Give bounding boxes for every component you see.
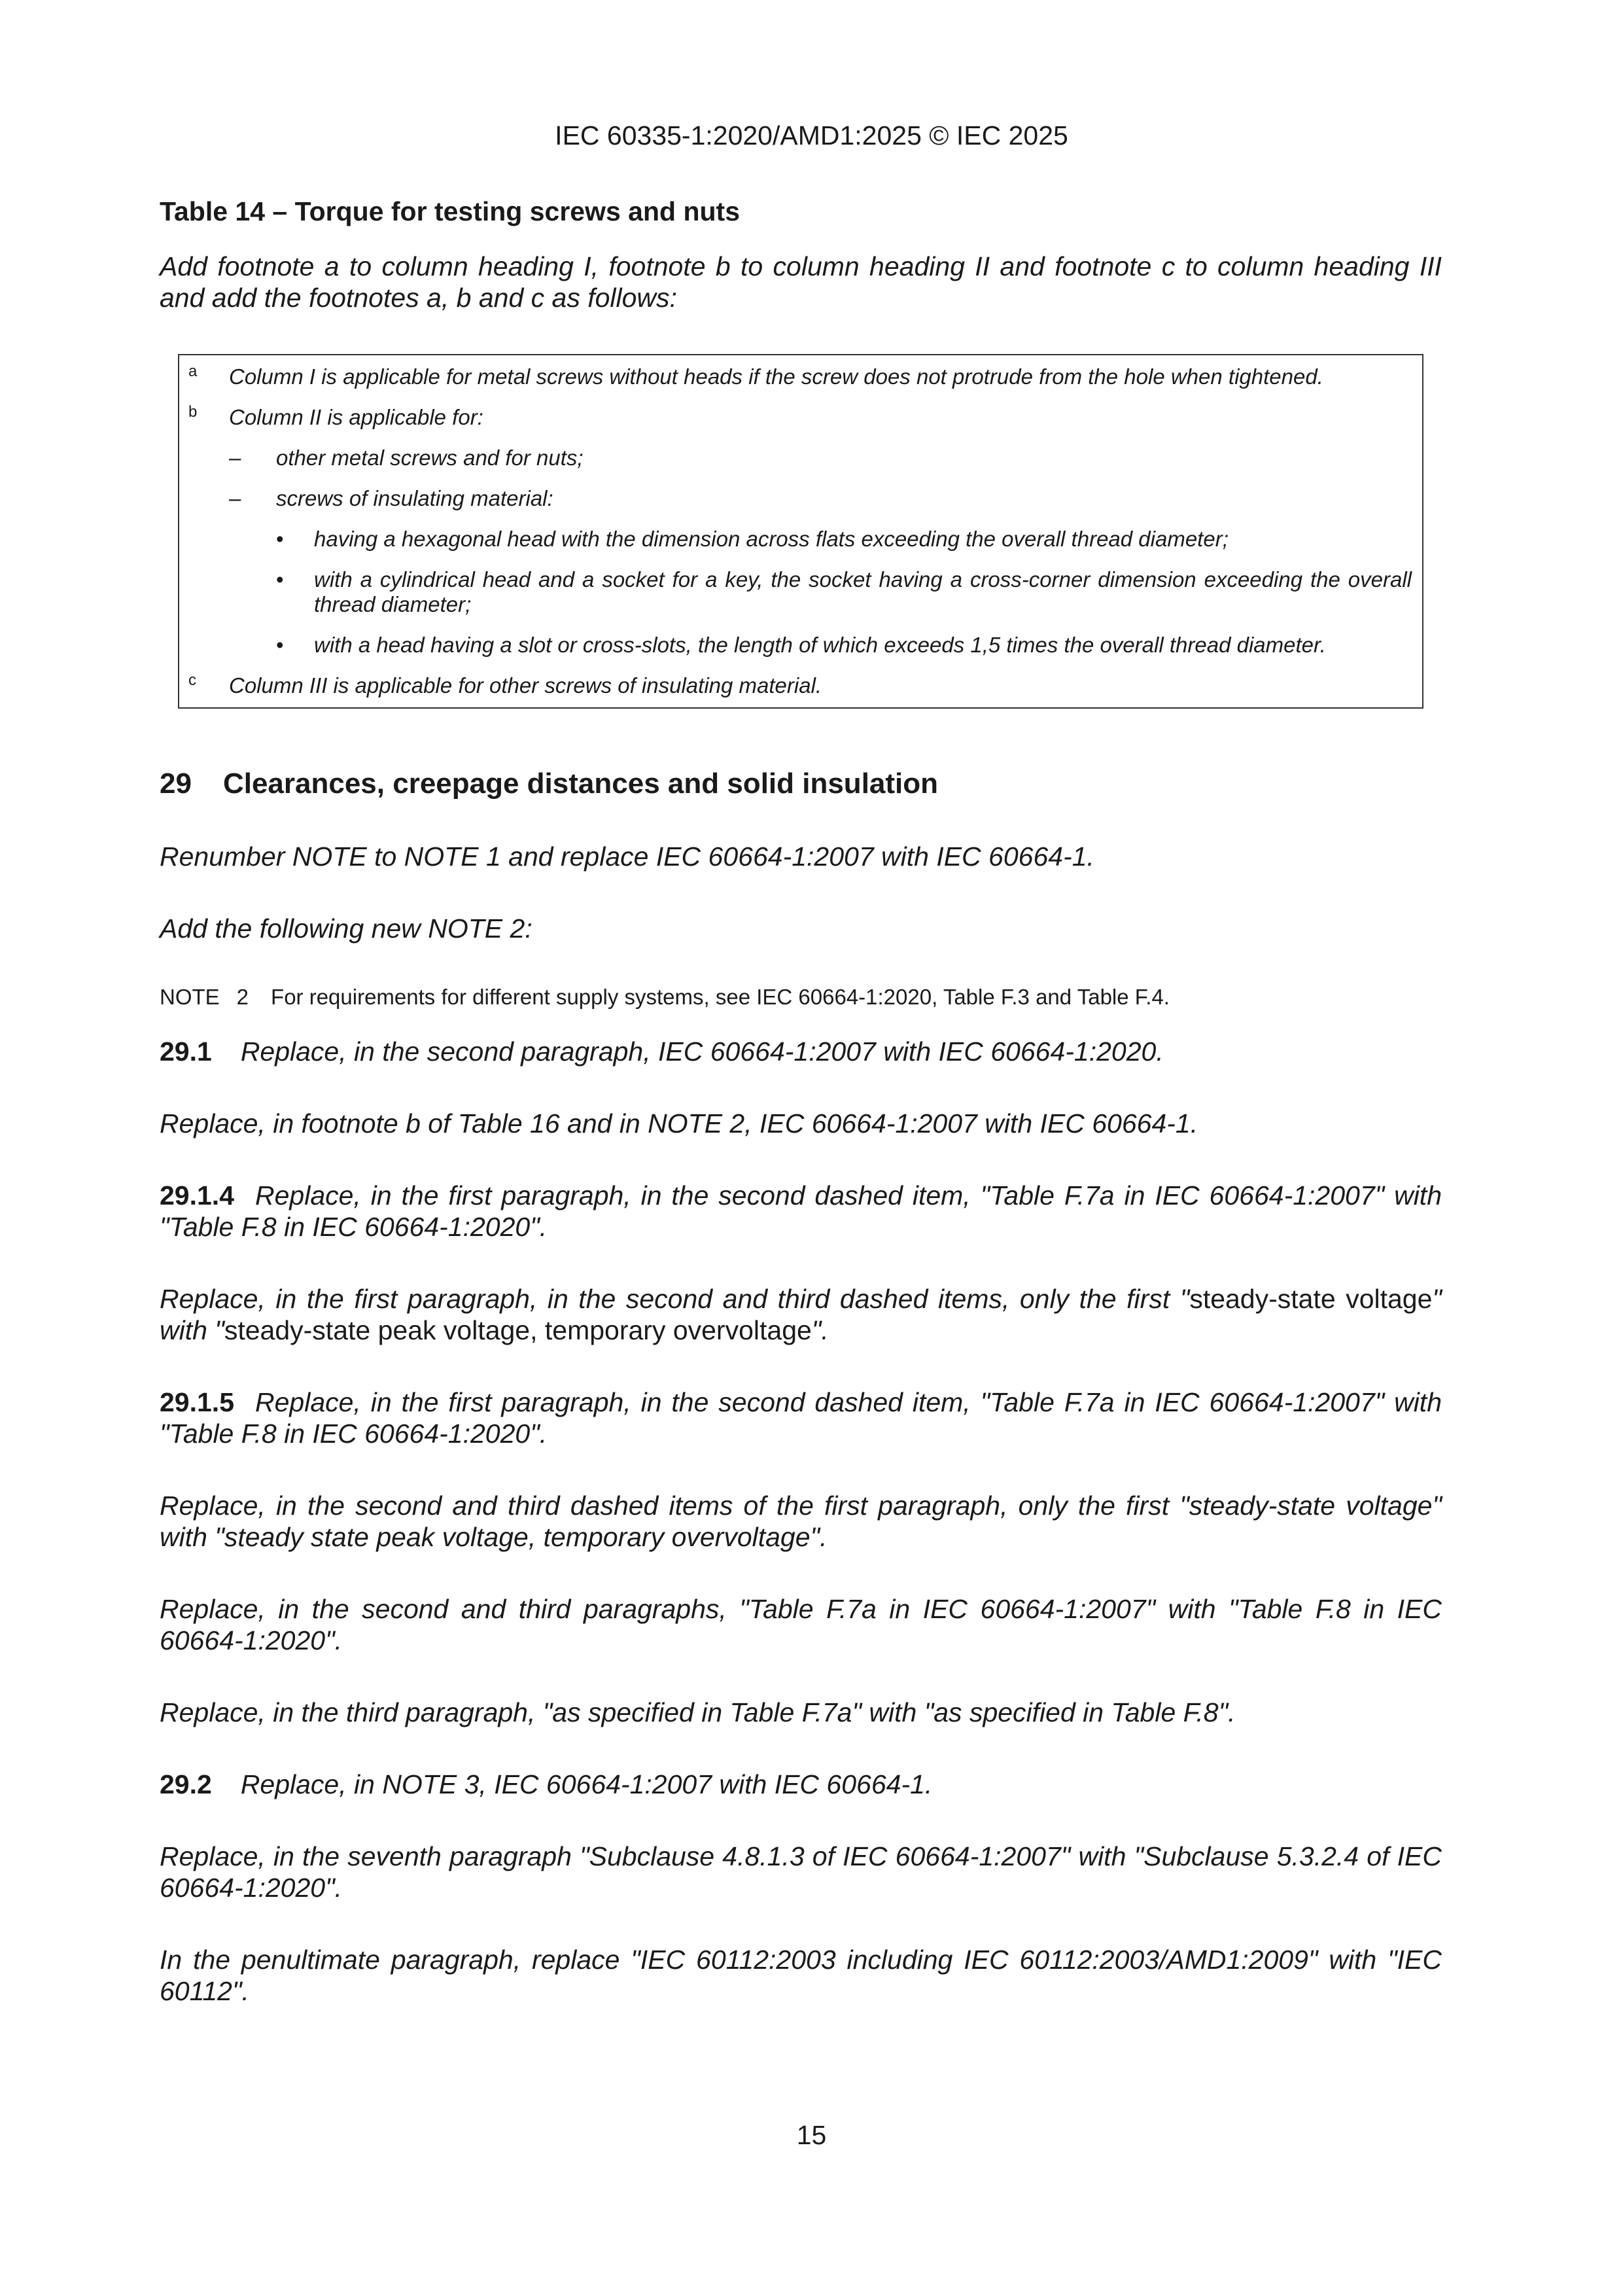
clause-29-paragraph: Renumber NOTE to NOTE 1 and replace IEC 60664-1:2007 with IEC 60664-1.: [160, 841, 1094, 872]
paragraph-text: " with ": [160, 1284, 1442, 1345]
footnote-a-label: a: [188, 362, 198, 380]
subclause-number: 29.1: [160, 1036, 212, 1067]
bullet-marker: •: [276, 567, 284, 592]
page-header: IEC 60335-1:2020/AMD1:2025 © IEC 2025: [555, 120, 1068, 150]
paragraph-text: Replace, in the first paragraph, in the second and third dashed items, only the first ": [160, 1284, 1190, 1314]
subclause-29-1-5-paragraph: Replace, in the second and third paragraphs, "Table F.7a in IEC 60664-1:2007" with "Table F.8 in IEC 60664-1:2020".: [160, 1594, 1442, 1655]
subclause-29-1-4-paragraph: [160, 1283, 1442, 1346]
subclause-number: 29.2: [160, 1769, 212, 1799]
paragraph-text: Replace, in NOTE 3, IEC 60664-1:2007 with IEC 60664-1.: [240, 1769, 933, 1799]
subclause-29-1-paragraph: [160, 1036, 1442, 1067]
note-text: For requirements for different supply systems, see IEC 60664-1:2020, Table F.3 and Table F.4.: [271, 985, 1170, 1009]
subclause-29-2-paragraph: [160, 1769, 1442, 1800]
table-14-instruction: Add footnote a to column heading I, footnote b to column heading II and footnote c to column heading III and add the footnotes a, b and c as follows:: [160, 251, 1442, 313]
bullet-item-text: with a cylindrical head and a socket for a key, the socket having a cross-corner dimension exceeding the overall thread diameter;: [314, 567, 1412, 616]
subclause-29-2-paragraph: In the penultimate paragraph, replace "IEC 60112:2003 including IEC 60112:2003/AMD1:2009" with "IEC 60112".: [160, 1945, 1442, 2006]
dash-marker: –: [229, 446, 241, 470]
subclause-29-1-5-paragraph: Replace, in the third paragraph, "as specified in Table F.7a" with "as specified in Table F.8".: [160, 1697, 1236, 1727]
note-number: 2: [236, 985, 249, 1009]
footnote-c: [179, 673, 1412, 698]
dash-marker: –: [229, 486, 241, 510]
footnote-a-text: Column I is applicable for metal screws without heads if the screw does not protrude from the hole when tightened.: [229, 364, 1323, 389]
dash-item-text: screws of insulating material:: [276, 486, 553, 510]
subclause-29-1-4-paragraph: [160, 1180, 1442, 1243]
subclause-29-2-paragraph: Replace, in the seventh paragraph "Subclause 4.8.1.3 of IEC 60664-1:2007" with "Subclause 5.3.2.4 of IEC 60664-1:2020".: [160, 1841, 1442, 1903]
clause-29-heading: [160, 768, 1442, 800]
footnote-b-label: b: [188, 403, 198, 421]
note-2: [160, 985, 1442, 1010]
footnote-b-bullet-item: [276, 567, 1412, 617]
quoted-text: steady-state peak voltage, temporary overvoltage: [224, 1315, 812, 1345]
clause-29-paragraph: Add the following new NOTE 2:: [160, 913, 532, 944]
page-content: [160, 196, 1442, 2047]
paragraph-text: Replace, in the first paragraph, in the second dashed item, "Table F.7a in IEC 60664-1:2007" with "Table F.8 in IEC 60664-1:2020".: [160, 1180, 1442, 1242]
footnote-a: [179, 364, 1412, 389]
table-14-title: Table 14 – Torque for testing screws and nuts: [160, 196, 741, 226]
footnote-c-label: c: [188, 671, 196, 689]
footnote-b-bullet-item: [276, 633, 1412, 658]
dash-item-text: other metal screws and for nuts;: [276, 446, 584, 470]
clause-title: Clearances, creepage distances and solid insulation: [222, 768, 939, 800]
clause-number: 29: [160, 768, 192, 800]
note-label: NOTE: [160, 985, 220, 1009]
bullet-marker: •: [276, 633, 284, 657]
bullet-item-text: with a head having a slot or cross-slots, the length of which exceeds 1,5 times the overall thread diameter.: [314, 633, 1326, 657]
subclause-29-1-5-paragraph: Replace, in the second and third dashed items of the first paragraph, only the first "steady-state voltage" with "steady state peak voltage, temporary overvoltage".: [160, 1491, 1442, 1552]
bullet-item-text: having a hexagonal head with the dimension across flats exceeding the overall thread diameter;: [314, 527, 1229, 551]
paragraph-text: Replace, in the first paragraph, in the second dashed item, "Table F.7a in IEC 60664-1:2007" with "Table F.8 in IEC 60664-1:2020".: [160, 1387, 1442, 1449]
quoted-text: steady-state voltage: [1189, 1284, 1433, 1314]
footnote-b-text: Column II is applicable for:: [229, 405, 483, 429]
footnote-b-dash-item: [229, 446, 1412, 470]
footnote-b: [179, 405, 1412, 430]
paragraph-text: ".: [811, 1315, 829, 1345]
subclause-number: 29.1.4: [160, 1180, 234, 1210]
subclause-number: 29.1.5: [160, 1387, 234, 1417]
table-14-footnotes-box: [178, 354, 1423, 709]
subclause-29-1-5-paragraph: [160, 1386, 1442, 1449]
footnote-c-text: Column III is applicable for other screws of insulating material.: [229, 673, 822, 698]
footnote-b-bullet-item: [276, 527, 1412, 552]
paragraph-text: Replace, in the second paragraph, IEC 60664-1:2007 with IEC 60664-1:2020.: [240, 1036, 1164, 1067]
footnote-b-dash-item: [229, 486, 1412, 511]
page-number: 15: [796, 2120, 827, 2150]
bullet-marker: •: [276, 527, 284, 551]
subclause-29-1-paragraph: Replace, in footnote b of Table 16 and in NOTE 2, IEC 60664-1:2007 with IEC 60664-1.: [160, 1108, 1198, 1139]
